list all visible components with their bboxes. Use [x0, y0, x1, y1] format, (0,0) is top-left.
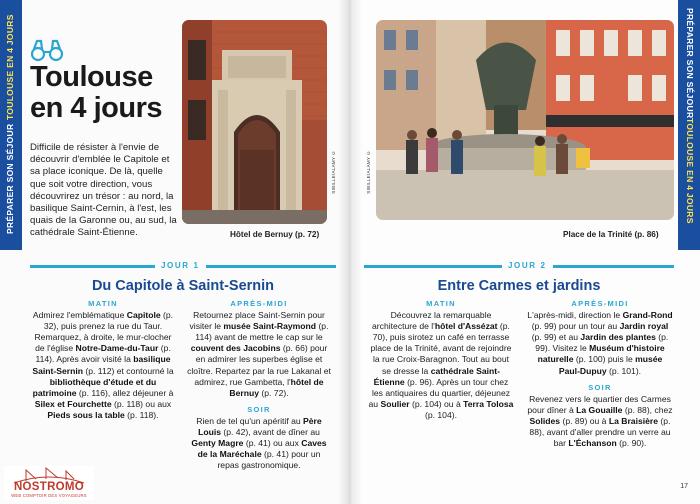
left-photo-caption: Hôtel de Bernuy (p. 72)	[230, 230, 320, 239]
day1-title: Du Capitole à Saint-Sernin	[91, 278, 275, 294]
day1-morning-text: Admirez l'emblématique Capitole (p. 32), puis prenez la rue du Taur. Remarquez, à droite, le mur-clocher de l'église Notre-Dame-du-Taur (p. 114). Après avoir visité la basilique Saint-Sernin (p. 112) et contourné la bibliothèque d'étude et du patrimoine (p. 116), allez déjeuner à Silex et Fourchette (p. 118) ou aux Pieds sous la table (p. 118).	[32, 310, 174, 420]
left-photo-credit: SIBILLE/ALAMY ©	[331, 150, 336, 194]
title-line-1: Toulouse	[30, 61, 153, 93]
right-tab-secondary: TOULOUSE EN 4 JOURS	[685, 118, 695, 224]
left-tab-secondary: TOULOUSE EN 4 JOURS	[5, 14, 15, 120]
intro-paragraph: Difficile de résister à l'envie de découvrir d'emblée le Capitole et sa place iconique. De là, quelle que soit votre direction, vous découvrirez un trésor : au nord, la basilique Saint-Cernin, à l'est, les quais de la Garonne ou, au sud, la cathédrale Saint-Étienne.	[30, 142, 177, 239]
day2-morning-label: MATIN	[426, 299, 456, 308]
day1-label: JOUR 1	[155, 261, 206, 270]
day2-afternoon	[526, 298, 674, 449]
photo-place-de-la-trinite	[376, 20, 674, 220]
day2-morning-text: Découvrez la remarquable architecture de l'hôtel d'Assézat (p. 70), puis sirotez un café en terrasse place de la Trinité, avant de rejoindre la rue Croix-Baragnon. Tout au bout se dresse la cathédrale Saint-Étienne (p. 96). Après un tour chez les antiquaires du quartier, déjeunez au Soulier (p. 104) ou à Terra Tolosa (p. 104).	[368, 310, 514, 420]
page-number: 17	[680, 483, 688, 490]
day2-evening-label: SOIR	[588, 382, 612, 392]
day2-afternoon-text: L'après-midi, direction le Grand-Rond (p. 99) pour un tour au Jardin royal (p. 99) et au Jardin des plantes (p. 99). Visitez le Muséum d'histoire naturelle (p. 100) puis le musée Paul-Dupuy (p. 101).	[527, 310, 673, 376]
day2-morning	[368, 298, 514, 421]
right-photo-credit: SIBILLE/ALAMY ©	[366, 150, 371, 194]
day2-afternoon-label: APRÈS-MIDI	[571, 299, 629, 308]
title-line-2: en 4 jours	[30, 92, 162, 124]
day1-afternoon-text: Retournez place Saint-Sernin pour visiter le musée Saint-Raymond (p. 114) avant de mettre le cap sur le couvent des Jacobins (p. 66) pour en admirer les superbes église et cloître. Repartez par la rue Lakanal et admirez, rue Gambetta, l'hôtel de Bernuy (p. 72).	[187, 310, 331, 398]
right-tab-primary: PRÉPARER SON SÉJOUR	[685, 8, 695, 119]
nostromo-logo	[4, 466, 94, 500]
day1-evening-text: Rien de tel qu'un apéritif au Père Louis (p. 42), avant de dîner au Genty Magre (p. 41) ou aux Caves de la Maréchale (p. 41) pour un repas gastronomique.	[191, 415, 327, 471]
binoculars-icon	[30, 38, 64, 62]
day2-label: JOUR 2	[502, 261, 553, 270]
right-photo-caption: Place de la Trinité (p. 86)	[563, 230, 659, 239]
day1-afternoon-label: APRÈS-MIDI	[230, 299, 288, 308]
logo-tagline: WEB COMPTOIR DES VOYAGEURS	[11, 493, 87, 498]
book-gutter	[338, 0, 362, 504]
left-side-tab	[0, 0, 22, 250]
logo-name: NOSTROMO	[13, 481, 85, 493]
day1-afternoon	[186, 298, 332, 471]
day1-morning-label: MATIN	[88, 299, 118, 308]
day2-title: Entre Carmes et jardins	[437, 278, 601, 294]
photo-hotel-de-bernuy	[182, 20, 327, 224]
left-tab-primary: PRÉPARER SON SÉJOUR	[5, 123, 15, 234]
page-title	[30, 62, 162, 124]
day2-evening-text: Revenez vers le quartier des Carmes pour dîner à La Gouaille (p. 88), chez Solides (p. 89) ou à La Braisière (p. 88), avant d'aller prendre un verre au bar L'Échanson (p. 90).	[527, 393, 673, 449]
day1-morning	[30, 298, 176, 421]
right-side-tab	[678, 0, 700, 250]
day1-evening-label: SOIR	[247, 404, 271, 414]
